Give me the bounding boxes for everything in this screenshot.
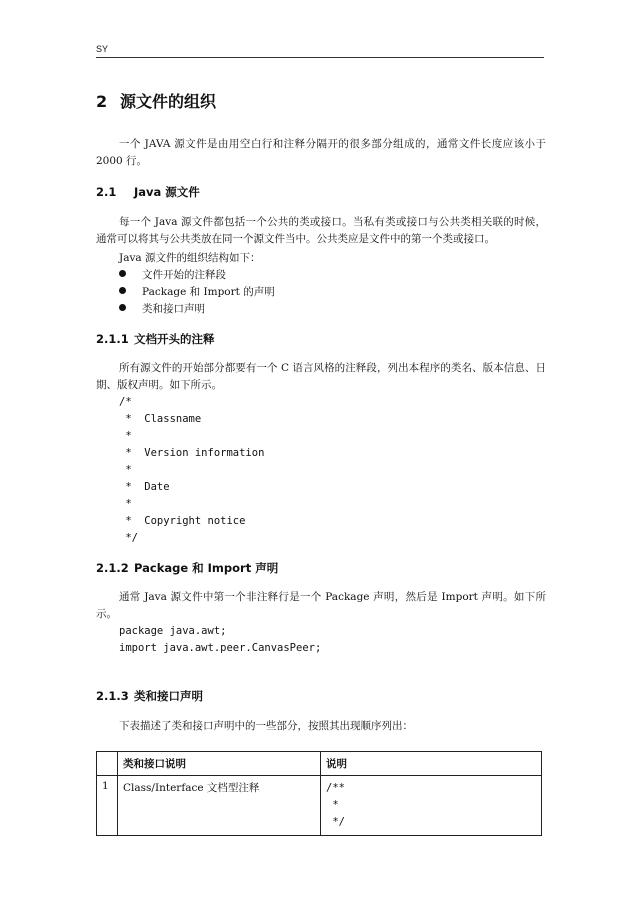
section-number: 2 — [96, 92, 108, 111]
bullet-icon — [119, 304, 126, 311]
table-header-cell — [97, 752, 118, 776]
subsection-2-1-number: 2.1 — [96, 185, 117, 199]
bullet-item: 类和接口声明 — [119, 301, 205, 316]
table-intro-paragraph: 下表描述了类和接口声明中的一些部分，按照其出现顺序列出： — [119, 720, 413, 732]
table-header-row — [97, 752, 542, 776]
subsection-2-1-1-title: 文档开头的注释 — [134, 332, 215, 346]
table-cell-item: Class/Interface 文档型注释 — [118, 776, 321, 836]
package-code-block: package java.awt; import java.awt.peer.CanvasPeer; — [119, 625, 322, 654]
declaration-table — [96, 751, 542, 836]
table-cell-description: /** * */ — [321, 776, 542, 836]
bullet-item: 文件开始的注释段 — [119, 267, 226, 282]
package-import-paragraph: 通常 Java 源文件中第一个非注释行是一个 Package 声明，然后是 Import 声明。如下所示。 — [96, 591, 546, 620]
subsection-2-1-heading — [96, 184, 200, 200]
subsection-2-1-1-number: 2.1.1 — [96, 332, 129, 346]
subsection-2-1-2-number: 2.1.2 — [96, 561, 129, 575]
table-header-cell: 类和接口说明 — [118, 752, 321, 776]
subsection-2-1-2-title: Package 和 Import 声明 — [134, 561, 279, 575]
section-heading — [96, 89, 216, 112]
subsection-2-1-title: Java 源文件 — [134, 185, 200, 199]
table-header-cell: 说明 — [321, 752, 542, 776]
comment-code-block: /* * Classname * * Version information * * Date * * Copyright notice */ — [119, 396, 265, 544]
header-comment-paragraph: 所有源文件的开始部分都要有一个 C 语言风格的注释段，列出本程序的类名、版本信息、日期、版权声明。如下所示。 — [96, 362, 546, 391]
subsection-2-1-3-heading — [96, 688, 203, 704]
subsection-2-1-1-heading — [96, 331, 215, 347]
subsection-2-1-3-number: 2.1.3 — [96, 689, 129, 703]
table-cell-number: 1 — [97, 776, 118, 836]
structure-intro-line: Java 源文件的组织结构如下： — [119, 252, 261, 264]
intro-paragraph: 一个 JAVA 源文件是由用空白行和注释分隔开的很多部分组成的，通常文件长度应该小于 2000 行。 — [96, 138, 546, 167]
page-header-label: SY — [96, 44, 109, 54]
bullet-icon — [119, 287, 126, 294]
section-title: 源文件的组织 — [120, 92, 217, 111]
subsection-2-1-2-heading — [96, 560, 278, 576]
bullet-icon — [119, 270, 126, 277]
bullet-item: Package 和 Import 的声明 — [119, 284, 275, 299]
header-divider — [96, 57, 544, 58]
subsection-2-1-3-title: 类和接口声明 — [134, 689, 203, 703]
java-source-paragraph: 每一个 Java 源文件都包括一个公共的类或接口。当私有类或接口与公共类相关联的时候，通常可以将其与公共类放在同一个源文件当中。公共类应是文件中的第一个类或接口。 — [96, 216, 546, 245]
table-row — [97, 776, 542, 836]
